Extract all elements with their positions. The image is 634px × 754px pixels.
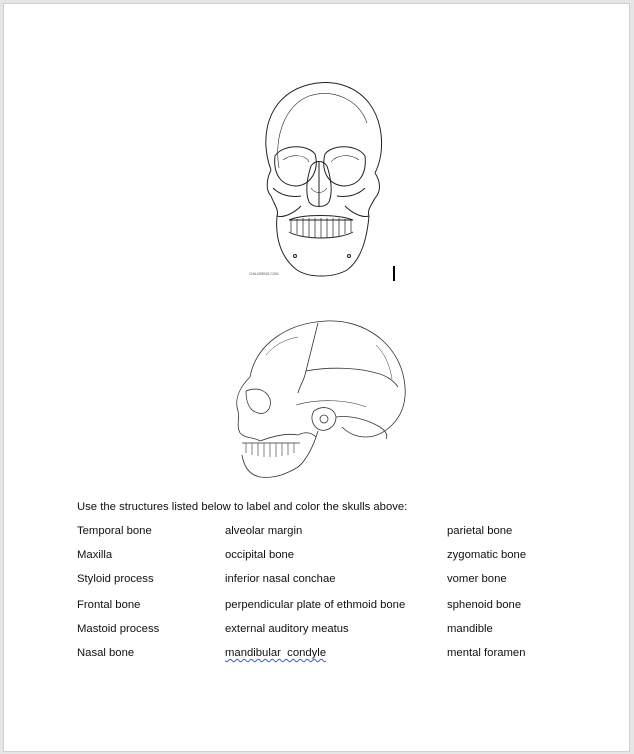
term-nasal-bone: Nasal bone — [77, 647, 135, 659]
side-skull-image — [226, 315, 412, 491]
term-mental-foramen: mental foramen — [447, 647, 526, 659]
term-occipital-bone: occipital bone — [225, 549, 295, 561]
term-frontal-bone: Frontal bone — [77, 599, 141, 611]
term-inferior-nasal-conchae: inferior nasal conchae — [225, 573, 336, 585]
term-parietal-bone: parietal bone — [447, 525, 513, 537]
front-skull-image — [249, 78, 389, 284]
term-styloid-process: Styloid process — [77, 573, 154, 585]
term-mastoid-process: Mastoid process — [77, 623, 160, 635]
term-alveolar-margin: alveolar margin — [225, 525, 303, 537]
front-skull-caption: CHILDRENS.COM — [249, 272, 279, 276]
term-zygomatic-bone: zygomatic bone — [447, 549, 527, 561]
text-cursor — [393, 266, 395, 281]
term-maxilla: Maxilla — [77, 549, 113, 561]
term-mandible: mandible — [447, 623, 493, 635]
term-temporal-bone: Temporal bone — [77, 525, 152, 537]
instructions-text: Use the structures listed below to label and color the skulls above: — [77, 501, 408, 513]
term-vomer-bone: vomer bone — [447, 573, 507, 585]
document-page — [3, 3, 630, 752]
term-perpendicular-plate: perpendicular plate of ethmoid bone — [225, 599, 406, 611]
term-mandibular-condyle[interactable]: mandibular condyle — [225, 647, 327, 659]
term-sphenoid-bone: sphenoid bone — [447, 599, 522, 611]
term-external-auditory-meatus: external auditory meatus — [225, 623, 349, 635]
